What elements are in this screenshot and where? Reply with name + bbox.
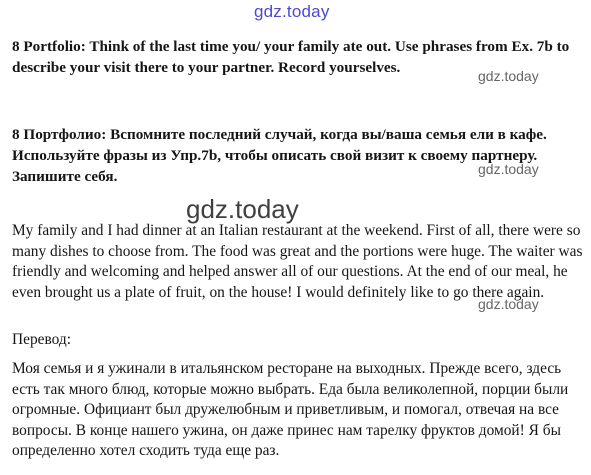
watermark-after-answer: gdz.today bbox=[478, 296, 539, 312]
task-english: 8 Portfolio: Think of the last time you/ your family ate out. Use phrases from Ex. 7b to describe your visit there to your partner. Record yourselves. bbox=[12, 38, 570, 76]
answer-russian: Моя семья и я ужинали в итальянском ресторане на выходных. Прежде всего, здесь есть так много блюд, которые можно выбрать. Еда была великолепной, порции были огромные. Официант был дружелюбным и приветливым, и помогал, отвечая на все вопросы. В конце нашего ужина, он даже принес нам тарелку фруктов домой! Я бы определенно хотел сходить туда еще раз. bbox=[12, 360, 569, 460]
watermark-after-task-ru: gdz.today bbox=[478, 161, 539, 177]
watermark-after-task-en: gdz.today bbox=[478, 68, 539, 84]
watermark-top: gdz.today bbox=[254, 2, 330, 21]
answer-english: My family and I had dinner at an Italian restaurant at the weekend. First of all, there were so many dishes to choose from. The food was great and the portions were huge. The waiter was friendly and welcoming and helped answer all of our questions. At the end of our meal, he even brought us a plate of fruit, on the house! I would definitely like to go there again. bbox=[12, 222, 583, 301]
translation-label: Перевод: bbox=[12, 331, 71, 348]
watermark-center: gdz.today bbox=[186, 194, 299, 224]
task-russian: 8 Портфолио: Вспомните последний случай, когда вы/ваша семья ели в кафе. Используйте фразы из Упр.7b, чтобы описать свой визит к своему партнеру. Запишите себя. bbox=[12, 126, 547, 185]
